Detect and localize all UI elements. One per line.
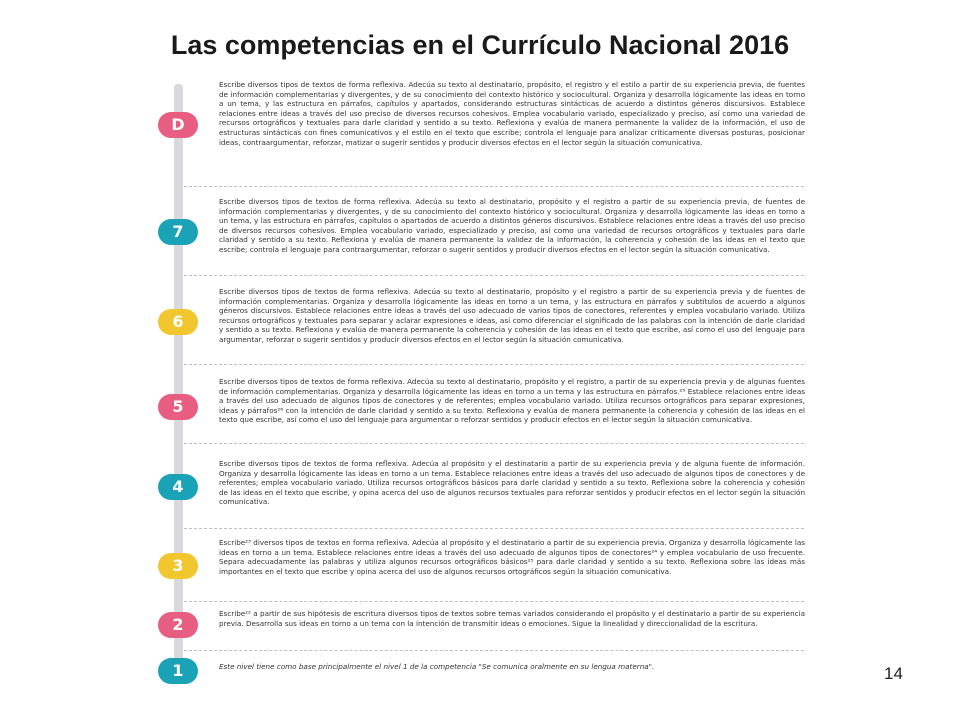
level-divider — [184, 528, 804, 529]
level-badge-6: 6 — [158, 309, 198, 335]
level-badge-7: 7 — [158, 219, 198, 245]
level-track — [174, 84, 183, 684]
level-7-description: Escribe diversos tipos de textos de forma reflexiva. Adecúa su texto al destinatario, propósito y el registro a partir de su experiencia previa, de fuentes de información complementarias y divergentes, y de su conocimiento del contexto histórico y sociocultural. Organiza y desarrolla lógicamente las ideas en torno a un tema, y las estructura en párrafos, capítulos o apartados de acuerdo a distintos géneros discursivos. Establece relaciones entre ideas a través del uso preciso de diversos recursos cohesivos. Emplea vocabulario variado, especializado y preciso, así como una variedad de recursos ortográficos y textuales para darle claridad y sentido a su texto. Reflexiona y evalúa de manera permanente la validez de la información, la coherencia y cohesión de las ideas en el texto que escribe; controla el lenguaje para contraargumentar, reforzar o sugerir sentidos y producir diversos efectos en el lector según la situación comunicativa. — [219, 197, 805, 254]
level-badge-4: 4 — [158, 474, 198, 500]
level-divider — [184, 275, 804, 276]
level-3-description: Escribe²³ diversos tipos de textos en forma reflexiva. Adecúa al propósito y el destinatario a partir de su experiencia previa. Organiza y desarrolla lógicamente las ideas en torno a un tema. Establece relaciones entre ideas a través del uso adecuado de algunos tipos de conectores²⁴ y emplea vocabulario de uso frecuente. Separa adecuadamente las palabras y utiliza algunos recursos ortográficos básicos²⁵ para darle claridad y sentido a su texto. Reflexiona sobre las ideas más importantes en el texto que escribe y opina acerca del uso de algunos recursos ortográficos según la situación comunicativa. — [219, 538, 805, 576]
level-2-description: Escribe²² a partir de sus hipótesis de escritura diversos tipos de textos sobre temas variados considerando el propósito y el destinatario a partir de su experiencia previa. Desarrolla sus ideas en torno a un tema con la intención de transmitir ideas o emociones. Sigue la linealidad y direccionalidad de la escritura. — [219, 609, 805, 628]
level-divider — [184, 601, 804, 602]
level-divider — [184, 186, 804, 187]
slide-title: Las competencias en el Currículo Nacional 2016 — [170, 30, 790, 60]
level-badge-1: 1 — [158, 658, 198, 684]
level-4-description: Escribe diversos tipos de textos de forma reflexiva. Adecúa al propósito y el destinatario a partir de su experiencia previa y de alguna fuente de información. Organiza y desarrolla lógicamente las ideas en torno a un tema. Establece relaciones entre ideas a través del uso adecuado de algunos tipos de conectores y de referentes; emplea vocabulario variado. Utiliza recursos ortográficos básicos para darle claridad y sentido a su texto. Reflexiona sobre la coherencia y cohesión de las ideas en el texto que escribe, y opina acerca del uso de algunos recursos textuales para reforzar sentidos y producir efectos en el lector según la situación comunicativa. — [219, 459, 805, 507]
level-6-description: Escribe diversos tipos de textos de forma reflexiva. Adecúa su texto al destinatario, propósito y el registro a partir de su experiencia previa y de fuentes de información complementarias. Organiza y desarrolla lógicamente las ideas en torno a un tema, y las estructura en párrafos y subtítulos de acuerdo a algunos géneros discursivos. Establece relaciones entre ideas a través del uso adecuado de varios tipos de conectores, referentes y emplea vocabulario variado. Utiliza recursos ortográficos y textuales para separar y aclarar expresiones e ideas, así como diferenciar el significado de las palabras con la intención de darle claridad y sentido a su texto. Reflexiona y evalúa de manera permanente la coherencia y cohesión de las ideas en el texto que escribe, así como el uso del lenguaje para argumentar, reforzar o sugerir sentidos y producir diversos efectos en el lector según la situación comunicativa. — [219, 287, 805, 344]
level-badge-3: 3 — [158, 553, 198, 579]
page-number: 14 — [884, 664, 903, 683]
level-5-description: Escribe diversos tipos de textos de forma reflexiva. Adecúa su texto al destinatario, propósito y el registro, a partir de su experiencia previa y de algunas fuentes de información complementarias. Organiza y desarrolla lógicamente las ideas en torno a un tema y las estructura en párrafos.²⁵ Establece relaciones entre ideas a través del uso adecuado de algunos tipos de conectores y de referentes; emplea vocabulario variado. Utiliza recursos ortográficos para separar expresiones, ideas y párrafos²⁶ con la intención de darle claridad y sentido a su texto. Reflexiona y evalúa de manera permanente la coherencia y cohesión de las ideas en el texto que escribe, así como el uso del lenguaje para argumentar o reforzar sentidos y producir efectos en el lector según la situación comunicativa. — [219, 377, 805, 425]
level-badge-d: D — [158, 112, 198, 138]
level-1-description: Este nivel tiene como base principalmente el nivel 1 de la competencia "Se comunica oralmente en su lengua materna". — [219, 662, 655, 671]
competency-levels-panel — [150, 76, 810, 688]
level-badge-5: 5 — [158, 394, 198, 420]
level-badge-2: 2 — [158, 612, 198, 638]
level-divider — [184, 650, 804, 651]
level-divider — [184, 364, 804, 365]
level-divider — [184, 443, 804, 444]
level-d-description: Escribe diversos tipos de textos de forma reflexiva. Adecúa su texto al destinatario, propósito, el registro y el estilo a partir de su experiencia previa, de fuentes de información complementarias y divergentes, y de su conocimiento del contexto histórico y sociocultural. Organiza y desarrolla lógicamente las ideas en torno a un tema, y las estructura en párrafos, capítulos y apartados, considerando estructuras sintácticas de acuerdo a distintos géneros discursivos. Establece relaciones entre ideas a través del uso preciso de diversos recursos cohesivos. Emplea vocabulario variado, especializado y preciso, así como una variedad de recursos ortográficos y textuales para darle claridad y sentido a su texto. Reflexiona y evalúa de manera permanente la validez de la información, el uso de estructuras sintácticas con fines comunicativos y el estilo en el texto que escribe; controla el lenguaje para analizar críticamente diversas posturas, posicionar ideas, contraargumentar, reforzar, matizar o sugerir sentidos y producir diversos efectos en el lector según la situación comunicativa. — [219, 80, 805, 147]
